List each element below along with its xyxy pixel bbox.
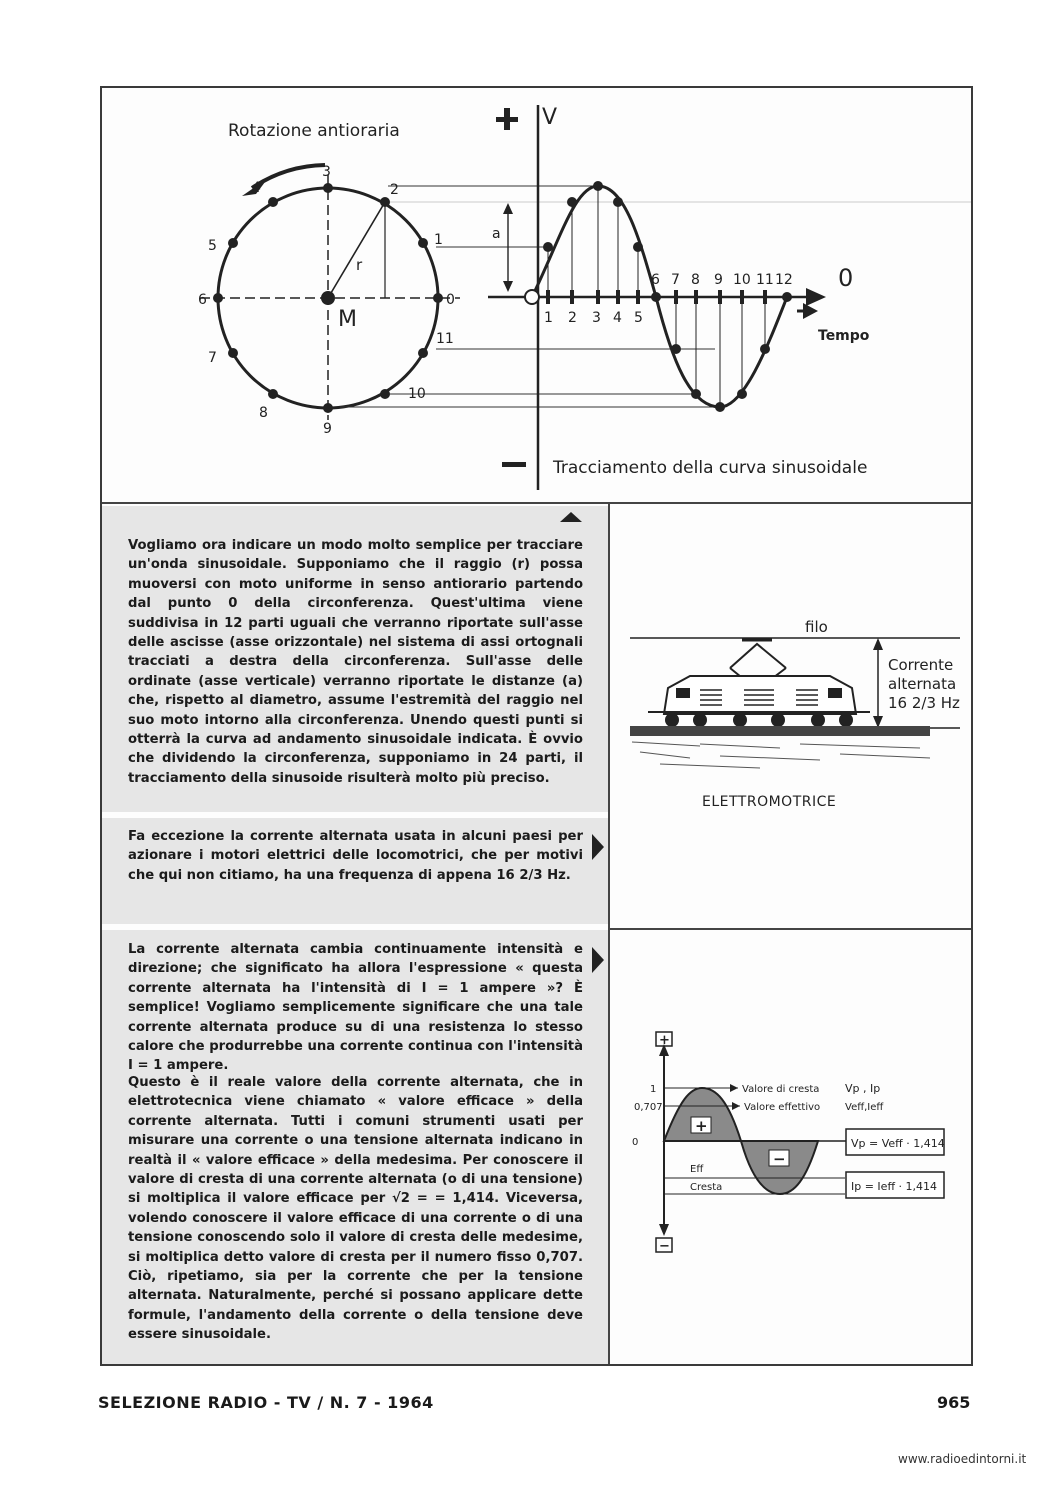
axis-tick-5: 5: [634, 310, 643, 326]
paragraph-exception: Fa eccezione la corrente alternata usata in alcuni paesi per azionare i motori elettrici delle locomotrici, che per motivi che qui non citiamo, ha una frequenza di appena 16 2/3 Hz.: [128, 829, 583, 883]
tick-1-label: 1: [650, 1084, 657, 1095]
axis-tick-8: 8: [691, 272, 700, 288]
loco-label-line2: alternata: [888, 675, 957, 693]
diagram-caption: Tracciamento della curva sinusoidale: [553, 458, 868, 478]
negative-sign: −: [773, 1150, 786, 1168]
page-number: 965: [937, 1393, 971, 1412]
circle-label-11: 11: [436, 331, 454, 347]
formula-voltage: Vp = Veff · 1,414: [851, 1137, 945, 1150]
minus-box-icon: −: [659, 1239, 670, 1254]
axis-tick-11: 11: [756, 272, 774, 288]
vp-ip-label: Vp , Ip: [845, 1082, 881, 1095]
radius-label: r: [356, 256, 363, 274]
valore-cresta-label: Valore di cresta: [742, 1084, 820, 1095]
paragraph-effective-value-b: Questo è il reale valore della corrente alternata, che in elettrotecnica viene chiamato « valore efficace » della corrente alternata. Tutti i comuni strumenti usati per misurare una corrente o una tensione alternata indicano in realtà il « valore efficace » della medesima. Per conoscere il valore di cresta di una corrente alternata (o di una tensione) si moltiplica il valore efficace per √2 = = 1,414. Viceversa, volendo conoscere il valore efficace di una corrente o di una tensione conoscendo solo il valore di cresta delle medesime, si moltiplica detto valore di cresta per il numero fisso 0,707. Ciò, ripetiamo, sia per la corrente che per la tensione alternata. Naturalmente, perché si possano applicare dette formule, l'andamento della corrente o della tensione deve essere sinusoidale.: [128, 1075, 583, 1343]
cresta-label: Cresta: [690, 1182, 723, 1193]
arrow-right-icon: [592, 834, 604, 860]
circle-label-3: 3: [322, 164, 331, 180]
circle-label-2: 2: [390, 182, 399, 198]
tick-0-label: 0: [632, 1137, 639, 1148]
amplitude-label: a: [492, 226, 501, 242]
axis-tick-6: 6: [651, 272, 660, 288]
paragraph-effective-value-a: La corrente alternata cambia continuamente intensità e direzione; che significato ha allora l'espressione « questa corrente alternata ha l'intensità di I = 1 ampere »? È semplice! Vogliamo semplicemente significare che una tale corrente alternata produce su di una resistenza lo stesso calore che produrrebbe una corrente continua con l'intensità I = 1 ampere.: [128, 942, 583, 1074]
plus-box-icon: +: [659, 1033, 670, 1048]
zero-label: 0: [838, 264, 854, 292]
loco-caption: ELETTROMOTRICE: [702, 794, 837, 810]
axis-tick-2: 2: [568, 310, 577, 326]
axis-tick-7: 7: [671, 272, 680, 288]
positive-sign: +: [695, 1117, 708, 1135]
paragraph-sine-method: Vogliamo ora indicare un modo molto semplice per tracciare un'onda sinusoidale. Supponiamo che il raggio (r) possa muoversi con moto uniforme in senso antiorario partendo dal punto 0 della circonferenza. Quest'ultima viene suddivisa in 12 parti uguali che verranno riportate sull'asse delle ascisse (asse orizzontale) nel sistema di assi ortognali tracciati a destra della circonferenza. Sull'asse delle ordinate (asse verticale) verranno riportate le distanze (a) che, rispetto al diametro, assume l'estremità del raggio nel suo moto intorno alla circonferenza. Unendo questi punti si otterrà la curva ad andamento sinusoidale indicata. È ovvio che dividendo la circonferenza, supponiamo in 24 parti, il tracciamento della sinusoide risulterà molto più preciso.: [128, 538, 583, 786]
circle-label-4: 4: [252, 180, 261, 196]
axis-tick-4: 4: [613, 310, 622, 326]
tick-0707-label: 0,707: [634, 1102, 663, 1113]
watermark: www.radioedintorni.it: [898, 1452, 1027, 1466]
arrow-up-icon: [560, 512, 582, 522]
circle-label-7: 7: [208, 350, 217, 366]
axis-tick-3: 3: [592, 310, 601, 326]
valore-effettivo-label: Valore effettivo: [744, 1102, 821, 1113]
eff-label: Eff: [690, 1164, 704, 1175]
circle-label-9: 9: [323, 421, 332, 437]
axis-tick-12: 12: [775, 272, 793, 288]
circle-label-6: 6: [198, 292, 207, 308]
rotation-label: Rotazione antioraria: [228, 121, 400, 141]
circle-label-5: 5: [208, 238, 217, 254]
axis-tick-9: 9: [714, 272, 723, 288]
veff-ieff-label: Veff,Ieff: [845, 1102, 884, 1113]
v-axis-label: V: [542, 105, 558, 130]
circle-label-10: 10: [408, 386, 426, 402]
circle-label-1: 1: [434, 232, 443, 248]
axis-tick-10: 10: [733, 272, 751, 288]
filo-label: filo: [805, 618, 828, 636]
locomotive-illustration: [612, 506, 970, 926]
circle-label-0: 0: [446, 292, 455, 308]
sine-construction-diagram: [102, 88, 971, 504]
tempo-label: Tempo: [818, 328, 870, 344]
magazine-footer: SELEZIONE RADIO - TV / N. 7 - 1964: [98, 1393, 434, 1412]
effective-value-diagram: [612, 930, 970, 1362]
column-divider: [608, 504, 610, 1364]
loco-label-line1: Corrente: [888, 656, 954, 674]
center-label: M: [338, 307, 357, 332]
formula-current: Ip = Ieff · 1,414: [851, 1180, 938, 1193]
arrow-right-icon: [592, 947, 604, 973]
axis-tick-1: 1: [544, 310, 553, 326]
circle-label-8: 8: [259, 405, 268, 421]
diagram-divider: [102, 502, 971, 504]
loco-label-line3: 16 2/3 Hz: [888, 694, 960, 712]
